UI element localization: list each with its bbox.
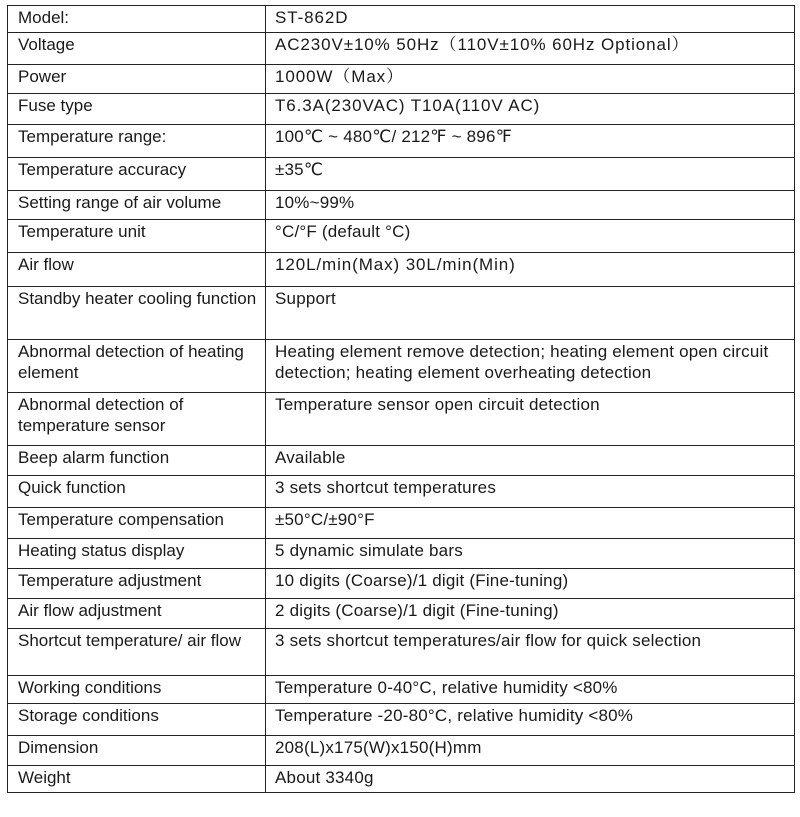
spec-label: Air flow adjustment [8,599,266,629]
spec-label: Fuse type [8,94,266,125]
spec-label: Working conditions [8,676,266,704]
spec-label: Shortcut temperature/ air flow [8,629,266,676]
spec-row-temperature-range [8,125,795,158]
spec-label: Quick function [8,476,266,508]
spec-row-temperature-adjustment [8,569,795,599]
spec-label: Model: [8,6,266,33]
spec-label: Power [8,65,266,94]
spec-value: 120L/min(Max) 30L/min(Min) [266,253,795,287]
spec-value: °C/°F (default °C) [266,220,795,253]
spec-row-model [8,6,795,33]
spec-value: T6.3A(230VAC) T10A(110V AC) [266,94,795,125]
spec-value: Temperature -20-80°C, relative humidity <80% [266,704,795,736]
spec-label: Storage conditions [8,704,266,736]
spec-row-beep-alarm [8,446,795,476]
spec-value: ±50°C/±90°F [266,508,795,539]
spec-value: 3 sets shortcut temperatures [266,476,795,508]
spec-label: Voltage [8,33,266,65]
spec-value: ±35℃ [266,158,795,191]
spec-label: Temperature adjustment [8,569,266,599]
spec-table [7,5,795,793]
spec-value: 208(L)x175(W)x150(H)mm [266,736,795,766]
spec-row-quick-function [8,476,795,508]
spec-row-temperature-accuracy [8,158,795,191]
spec-value: 100℃ ~ 480℃/ 212℉ ~ 896℉ [266,125,795,158]
spec-label: Dimension [8,736,266,766]
spec-row-voltage [8,33,795,65]
spec-table-body [8,6,795,793]
spec-value: 3 sets shortcut temperatures/air flow for quick selection [266,629,795,676]
spec-label: Air flow [8,253,266,287]
spec-row-power [8,65,795,94]
spec-label: Setting range of air volume [8,191,266,220]
spec-row-working-conditions [8,676,795,704]
spec-value: 10 digits (Coarse)/1 digit (Fine-tuning) [266,569,795,599]
spec-value: Available [266,446,795,476]
spec-value: ST-862D [266,6,795,33]
spec-label: Temperature compensation [8,508,266,539]
spec-row-sensor-detection [8,393,795,446]
spec-label: Temperature range: [8,125,266,158]
spec-row-storage-conditions [8,704,795,736]
spec-label: Temperature unit [8,220,266,253]
spec-value: Heating element remove detection; heating element open circuit detection; heating element overheating detection [266,340,795,393]
spec-row-fuse-type [8,94,795,125]
spec-row-standby-cooling [8,287,795,340]
spec-row-dimension [8,736,795,766]
spec-label: Temperature accuracy [8,158,266,191]
spec-row-weight [8,766,795,793]
spec-value: 5 dynamic simulate bars [266,539,795,569]
spec-value: About 3340g [266,766,795,793]
spec-row-air-flow [8,253,795,287]
spec-value: 1000W（Max） [266,65,795,94]
spec-value: 10%~99% [266,191,795,220]
spec-value: Support [266,287,795,340]
spec-label: Standby heater cooling function [8,287,266,340]
spec-label: Beep alarm function [8,446,266,476]
spec-row-heating-status-display [8,539,795,569]
spec-value: Temperature 0-40°C, relative humidity <80% [266,676,795,704]
spec-row-temperature-compensation [8,508,795,539]
spec-row-temperature-unit [8,220,795,253]
spec-value: Temperature sensor open circuit detection [266,393,795,446]
spec-label: Abnormal detection of temperature sensor [8,393,266,446]
spec-label: Abnormal detection of heating element [8,340,266,393]
spec-value: AC230V±10% 50Hz（110V±10% 60Hz Optional） [266,33,795,65]
spec-row-air-flow-adjustment [8,599,795,629]
spec-value: 2 digits (Coarse)/1 digit (Fine-tuning) [266,599,795,629]
spec-row-shortcut-temperature [8,629,795,676]
spec-label: Weight [8,766,266,793]
spec-row-heating-element-detection [8,340,795,393]
spec-row-air-volume-range [8,191,795,220]
spec-label: Heating status display [8,539,266,569]
